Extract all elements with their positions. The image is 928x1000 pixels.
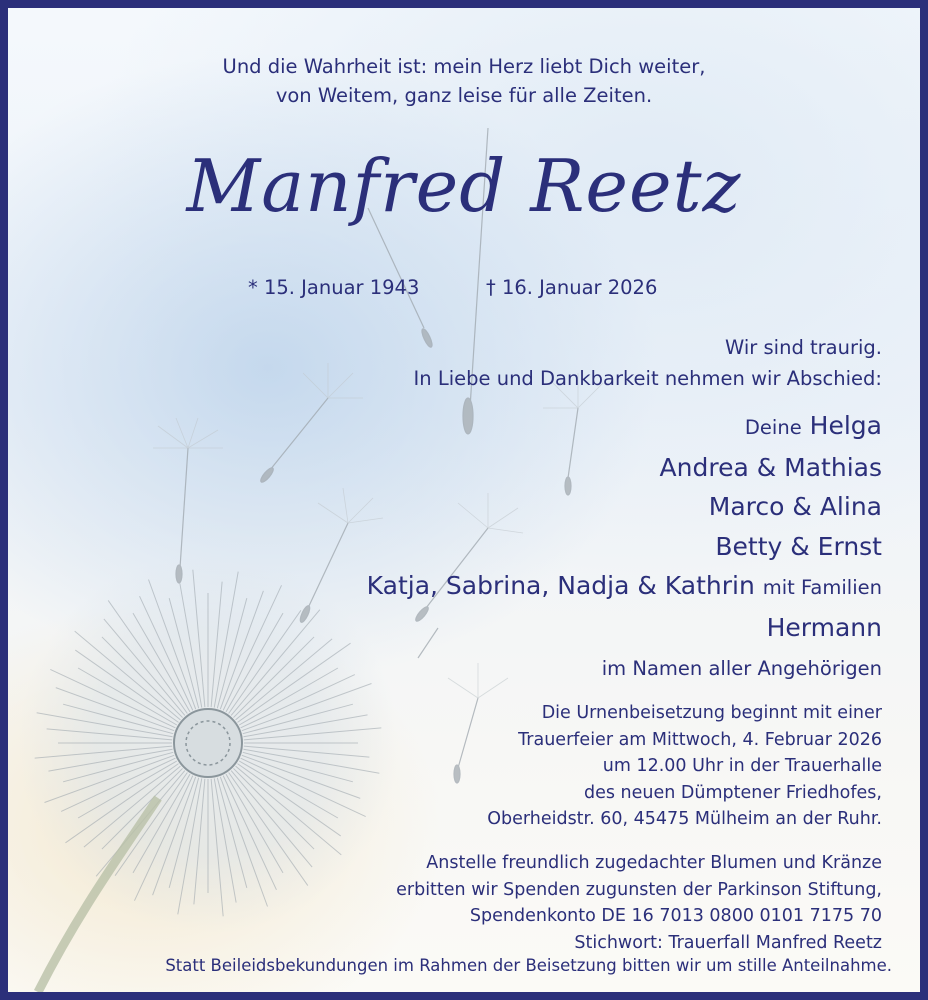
donation-request (396, 850, 882, 956)
mourner-helga-name: Helga (809, 411, 882, 440)
mourner-katja-suffix: mit Familien (762, 576, 882, 599)
mourners-list (367, 406, 882, 689)
intro-line-2: In Liebe und Dankbarkeit nehmen wir Abschied: (413, 367, 882, 390)
deine-prefix: Deine (744, 416, 802, 439)
mourner-helga (367, 406, 882, 448)
death-date: † 16. Januar 2026 (486, 276, 658, 299)
mourner-katja (367, 566, 882, 608)
mourner-betty: Betty & Ernst (715, 531, 882, 561)
donation-line-1: Anstelle freundlich zugedachter Blumen und Kränze (426, 853, 882, 873)
mourner-hermann: Hermann (766, 612, 882, 642)
ceremony-line-5: Oberheidstr. 60, 45475 Mülheim an der Ruhr. (487, 809, 882, 829)
ceremony-line-2: Trauerfeier am Mittwoch, 4. Februar 2026 (518, 729, 882, 750)
donation-line-4: Stichwort: Trauerfall Manfred Reetz (574, 932, 882, 953)
intro-line-1: Wir sind traurig. (725, 336, 882, 359)
donation-line-2: erbitten wir Spenden zugunsten der Parkinson Stiftung, (396, 879, 882, 900)
motto-line-1: Und die Wahrheit ist: mein Herz liebt Dich weiter, (222, 55, 706, 78)
mourner-marco: Marco & Alina (708, 492, 882, 521)
ceremony-line-4: des neuen Dümptener Friedhofes, (583, 782, 882, 803)
motto (8, 52, 920, 110)
motto-line-2: von Weitem, ganz leise für alle Zeiten. (275, 84, 653, 107)
ceremony-details (487, 700, 882, 833)
condolence-note: Statt Beileidsbekundungen im Rahmen der Beisetzung bitten wir um stille Anteilnahme. (165, 956, 892, 975)
farewell-intro (414, 332, 882, 394)
mourner-andrea: Andrea & Mathias (659, 452, 882, 482)
mourner-katja-names: Katja, Sabrina, Nadja & Kathrin (366, 571, 755, 600)
mourners-closing: im Namen aller Angehörigen (601, 657, 882, 680)
donation-line-3: Spendenkonto DE 16 7013 0800 0101 7175 70 (469, 906, 882, 926)
deceased-name: Manfred Reetz (186, 144, 742, 228)
birth-date: * 15. Januar 1943 (248, 276, 420, 299)
ceremony-line-1: Die Urnenbeisetzung beginnt mit einer (541, 703, 882, 723)
ceremony-line-3: um 12.00 Uhr in der Trauerhalle (602, 756, 882, 776)
